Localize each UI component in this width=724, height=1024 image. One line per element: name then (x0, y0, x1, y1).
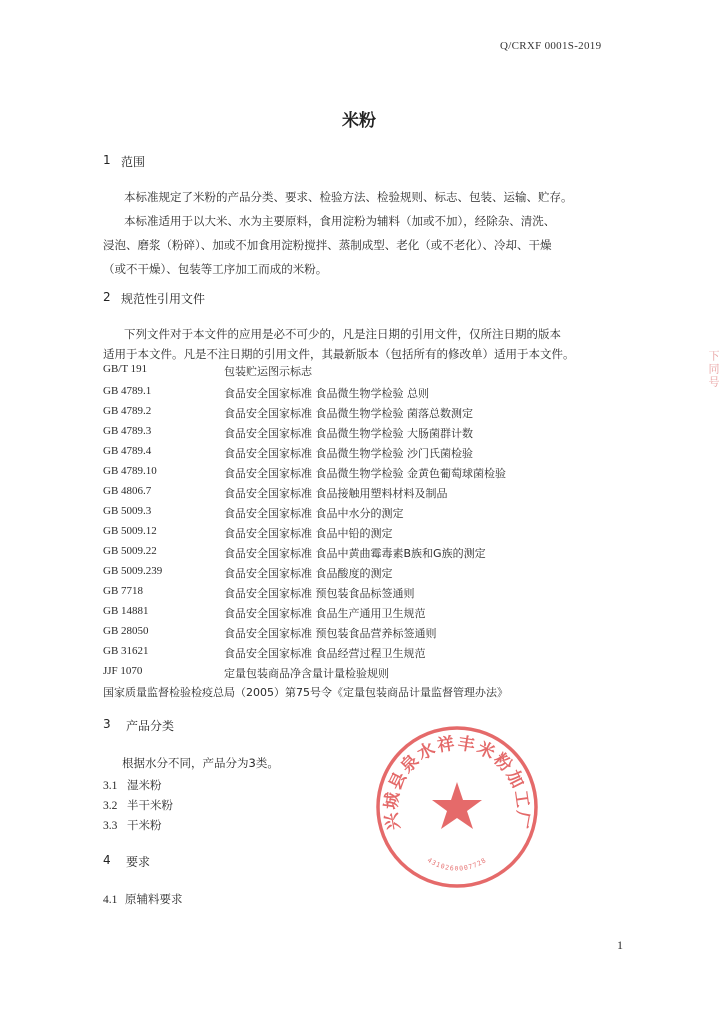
reference-code: GB 7718 (103, 585, 144, 597)
reference-title: 食品安全国家标准 食品中黄曲霉毒素B族和G族的测定 (224, 547, 486, 560)
reference-title: 食品安全国家标准 食品中水分的测定 (224, 507, 404, 520)
reference-code: GB/T 191 (103, 363, 148, 375)
reference-title: 包装贮运图示标志 (224, 365, 312, 378)
classification-item (103, 817, 162, 833)
classification-item-text: 半干米粉 (127, 798, 174, 812)
section-2-heading: 规范性引用文件 (121, 292, 206, 306)
scope-line-2: 本标准适用于以大米、水为主要原料，食用淀粉为辅料（加或不加），经除杂、清洗、 (124, 214, 556, 228)
reference-code: GB 4789.4 (103, 445, 152, 457)
reference-code: GB 4789.1 (103, 385, 152, 397)
section-2-number: 2 (103, 290, 111, 304)
section-1-heading: 范围 (121, 155, 146, 169)
reference-title: 食品安全国家标准 食品微生物学检验 总则 (224, 387, 429, 400)
reference-code: GB 5009.22 (103, 545, 157, 557)
section-3-heading: 产品分类 (126, 719, 175, 733)
reference-title: 食品安全国家标准 食品生产通用卫生规范 (224, 607, 426, 620)
reference-title: 食品安全国家标准 食品经营过程卫生规范 (224, 647, 426, 660)
reference-code: GB 4806.7 (103, 485, 152, 497)
subsection-number: 4.1 (103, 894, 118, 906)
reference-title: 食品安全国家标准 预包装食品营养标签通则 (224, 627, 437, 640)
reference-title: 定量包装商品净含量计量检验规则 (224, 667, 389, 680)
section-1-number: 1 (103, 153, 111, 167)
page-number: 1 (617, 938, 623, 952)
classification-item-text: 湿米粉 (127, 778, 162, 792)
references-intro-line-2: 适用于本文件。凡是不注日期的引用文件，其最新版本（包括所有的修改单）适用于本文件。 (103, 347, 575, 361)
reference-title: 食品安全国家标准 食品中铅的测定 (224, 527, 393, 540)
reference-title: 食品安全国家标准 食品微生物学检验 菌落总数测定 (224, 407, 473, 420)
scope-line-1: 本标准规定了米粉的产品分类、要求、检验方法、检验规则、标志、包装、运输、贮存。 (124, 190, 573, 204)
seal-code: 4310260007728 (425, 856, 489, 873)
reference-title: 食品安全国家标准 食品微生物学检验 沙门氏菌检验 (224, 447, 473, 460)
reference-title: 食品安全国家标准 食品接触用塑料材料及制品 (224, 487, 448, 500)
reference-extra: 国家质量监督检验检疫总局（2005）第75号令《定量包装商品计量监督管理办法》 (103, 686, 508, 699)
reference-code: GB 31621 (103, 645, 149, 657)
subsection-4-1 (103, 891, 183, 907)
classification-item-text: 干米粉 (127, 818, 162, 832)
scope-line-3: 浸泡、磨浆（粉碎）、加或不加食用淀粉搅拌、蒸制成型、老化（或不老化）、冷却、干燥 (103, 238, 552, 252)
reference-code: GB 5009.239 (103, 565, 163, 577)
reference-title: 食品安全国家标准 食品酸度的测定 (224, 567, 393, 580)
classification-item-number: 3.3 (103, 820, 118, 832)
reference-code: GB 4789.3 (103, 425, 152, 437)
edge-seal-mark: 下同号 (707, 350, 720, 389)
page-title: 米粉 (342, 111, 376, 131)
document-code: Q/CRXF 0001S-2019 (500, 40, 602, 52)
classification-item-number: 3.1 (103, 780, 118, 792)
section-4-number: 4 (103, 853, 111, 867)
reference-code: GB 4789.10 (103, 465, 157, 477)
reference-code: GB 4789.2 (103, 405, 152, 417)
classification-item (103, 797, 173, 813)
classification-item (103, 777, 162, 793)
section-4-heading: 要求 (126, 855, 151, 869)
classification-item-number: 3.2 (103, 800, 118, 812)
reference-code: JJF 1070 (103, 665, 143, 677)
seal-star-icon (432, 782, 482, 829)
classification-intro: 根据水分不同，产品分为3类。 (122, 756, 279, 770)
reference-code: GB 28050 (103, 625, 149, 637)
seal-text: 兴城县泉水祥丰米粉加工厂 (381, 733, 533, 832)
references-intro-line-1: 下列文件对于本文件的应用是必不可少的，凡是注日期的引用文件，仅所注日期的版本 (124, 327, 561, 341)
reference-code: GB 5009.12 (103, 525, 157, 537)
reference-code: GB 14881 (103, 605, 149, 617)
reference-title: 食品安全国家标准 预包装食品标签通则 (224, 587, 415, 600)
reference-title: 食品安全国家标准 食品微生物学检验 大肠菌群计数 (224, 427, 473, 440)
official-seal (374, 724, 540, 890)
reference-title: 食品安全国家标准 食品微生物学检验 金黄色葡萄球菌检验 (224, 467, 506, 480)
subsection-title: 原辅料要求 (125, 892, 183, 906)
reference-code: GB 5009.3 (103, 505, 152, 517)
section-3-number: 3 (103, 717, 111, 731)
scope-line-4: （或不干燥）、包装等工序加工而成的米粉。 (103, 262, 328, 276)
